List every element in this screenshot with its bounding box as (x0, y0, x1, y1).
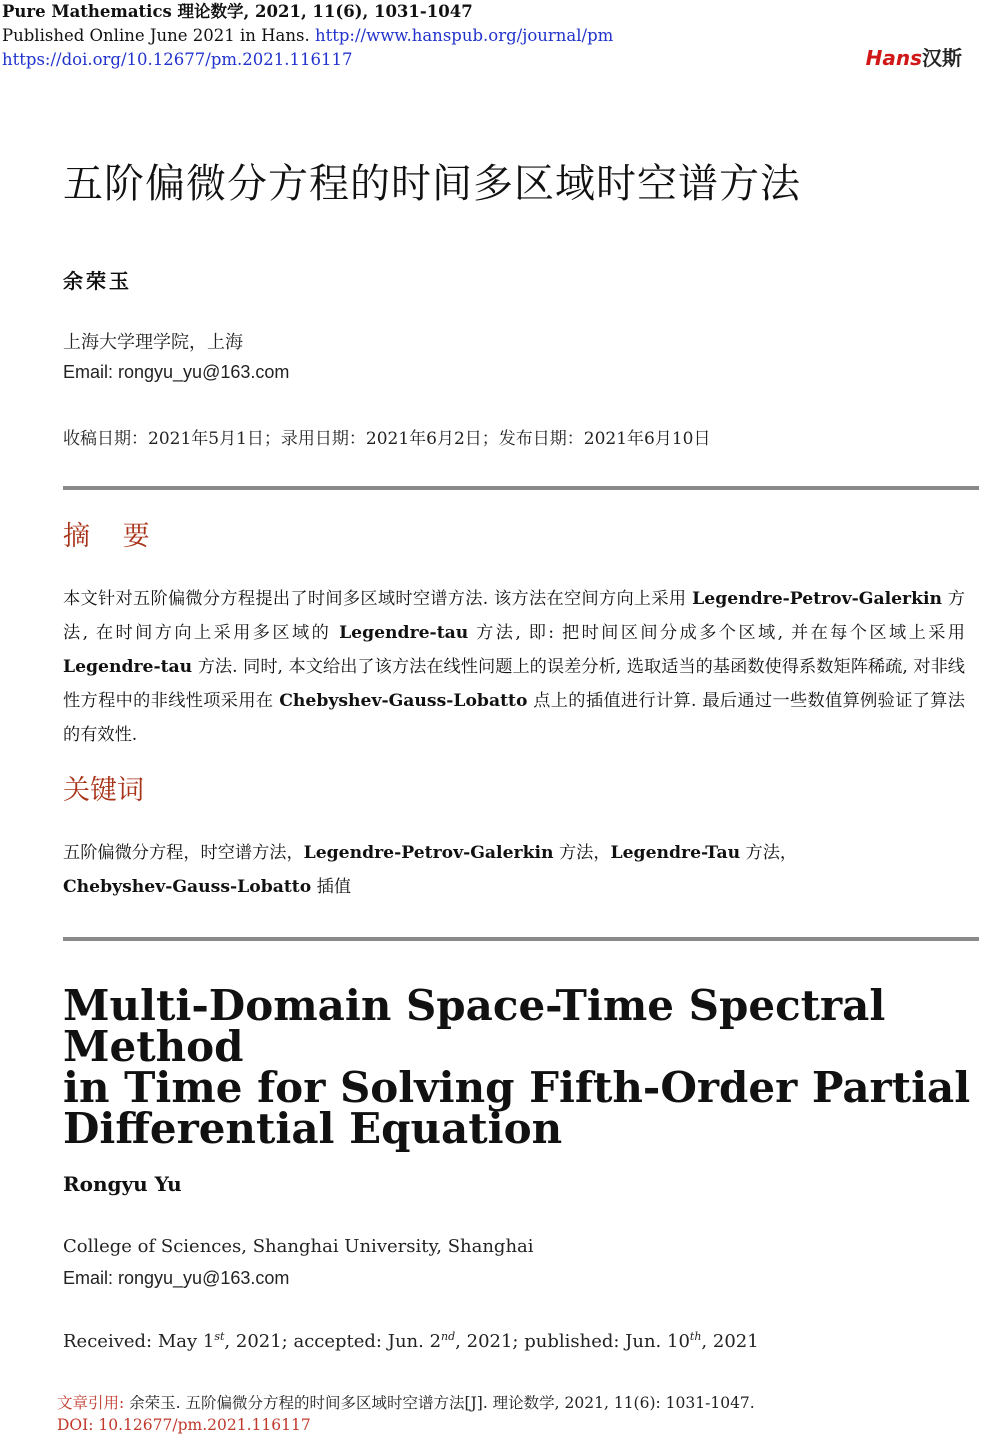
english-title: Multi-Domain Space-Time Spectral Method in Time for Solving Fifth-Order Partial Differential Equation (63, 981, 971, 1153)
chinese-email: Email: rongyu_yu@163.com (63, 362, 290, 382)
citation-label: 文章引用: (57, 1394, 125, 1412)
abstract-text: 本文针对五阶偏微分方程提出了时间多区域时空谱方法. 该方法在空间方向上采用 Legendre-Petrov-Galerkin 方法, 在时间方向上采用多区域的 Legendre-tau 方法, 即: 把时间区间分成多个区域, 并在每个区域上采用 Legendre-tau 方法. 同时, 本文给出了该方法在线性问题上的误差分析, 选取适当的基函数使得系数矩阵稀疏, 对非线性方程中的非线性项采用在 Chebyshev-Gauss-Lobatto 点上的插值进行计算. 最后通过一些数值算例验证了算法的有效性. (63, 589, 965, 745)
hans-logo (866, 42, 962, 71)
english-author: Rongyu Yu (63, 1172, 182, 1196)
keywords-heading: 关键词 (63, 775, 144, 806)
citation-block (57, 1392, 755, 1436)
logo-latin: Hans (865, 46, 922, 70)
published-prefix: Published Online June 2021 in Hans. (2, 26, 310, 45)
journal-header (2, 0, 613, 72)
keywords-text: 五阶偏微分方程，时空谱方法，Legendre-Petrov-Galerkin 方法，Legendre-Tau 方法， Chebyshev-Gauss-Lobatto 插值 (63, 843, 798, 897)
citation-doi: DOI: 10.12677/pm.2021.116117 (57, 1416, 311, 1434)
divider-top (63, 486, 979, 490)
english-email: Email: rongyu_yu@163.com (63, 1268, 290, 1288)
logo-chinese: 汉斯 (922, 46, 962, 70)
chinese-affiliation: 上海大学理学院，上海 (63, 332, 243, 353)
chinese-dates: 收稿日期：2021年5月1日；录用日期：2021年6月2日；发布日期：2021年6月10日 (63, 429, 711, 449)
chinese-title: 五阶偏微分方程的时间多区域时空谱方法 (63, 161, 801, 207)
divider-bottom (63, 937, 979, 941)
english-dates: Received: May 1st, 2021; accepted: Jun. 2nd, 2021; published: Jun. 10th, 2021 (63, 1330, 759, 1352)
doi-link[interactable]: https://doi.org/10.12677/pm.2021.116117 (2, 50, 353, 69)
published-line (2, 24, 613, 48)
english-affiliation: College of Sciences, Shanghai University, Shanghai (63, 1236, 534, 1257)
journal-line: Pure Mathematics 理论数学, 2021, 11(6), 1031-1047 (2, 2, 473, 21)
abstract-heading: 摘 要 (63, 521, 162, 552)
chinese-author: 余荣玉 (63, 269, 132, 293)
journal-url-link[interactable]: http://www.hanspub.org/journal/pm (314, 26, 614, 45)
citation-text: 余荣玉. 五阶偏微分方程的时间多区域时空谱方法[J]. 理论数学, 2021, 11(6): 1031-1047. (124, 1394, 755, 1412)
